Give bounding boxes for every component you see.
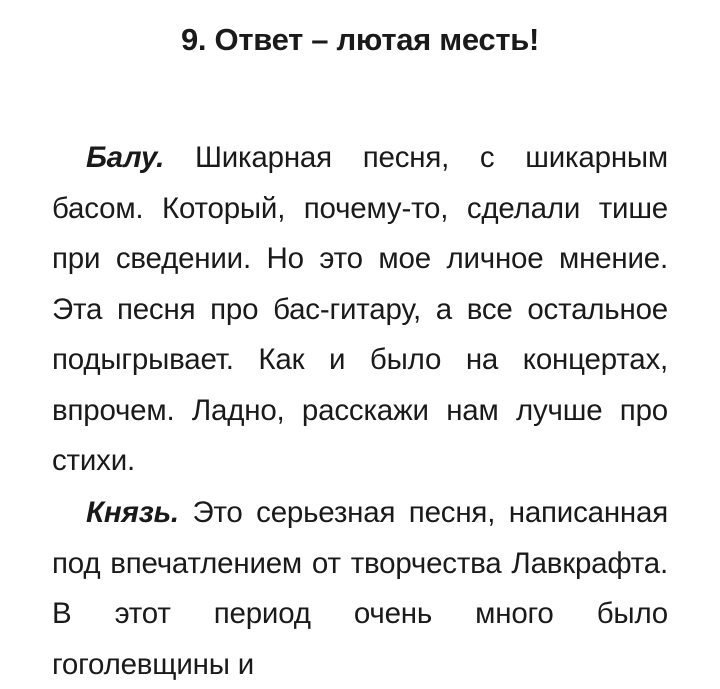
speaker-name: Балу. (86, 141, 165, 174)
paragraph-text: Это серьезная песня, написанная под впечатлением от творчества Лавкрафта. В этот период очень много было гоголевщины и (52, 496, 668, 681)
speaker-name: Князь. (86, 496, 179, 529)
dialogue-paragraph-knyaz (52, 488, 668, 689)
dialogue-paragraph-balu (52, 133, 668, 487)
chapter-title: 9. Ответ – лютая месть! (180, 22, 540, 57)
paragraph-text: Шикарная песня, с шикарным басом. Который, почему-то, сделали тише при сведении. Но это мое личное мнение. Эта песня про бас-гитару, а все остальное подыгрывает. Как и было на концертах, впрочем. Ладно, расскажи нам лучше про стихи. (52, 141, 668, 477)
